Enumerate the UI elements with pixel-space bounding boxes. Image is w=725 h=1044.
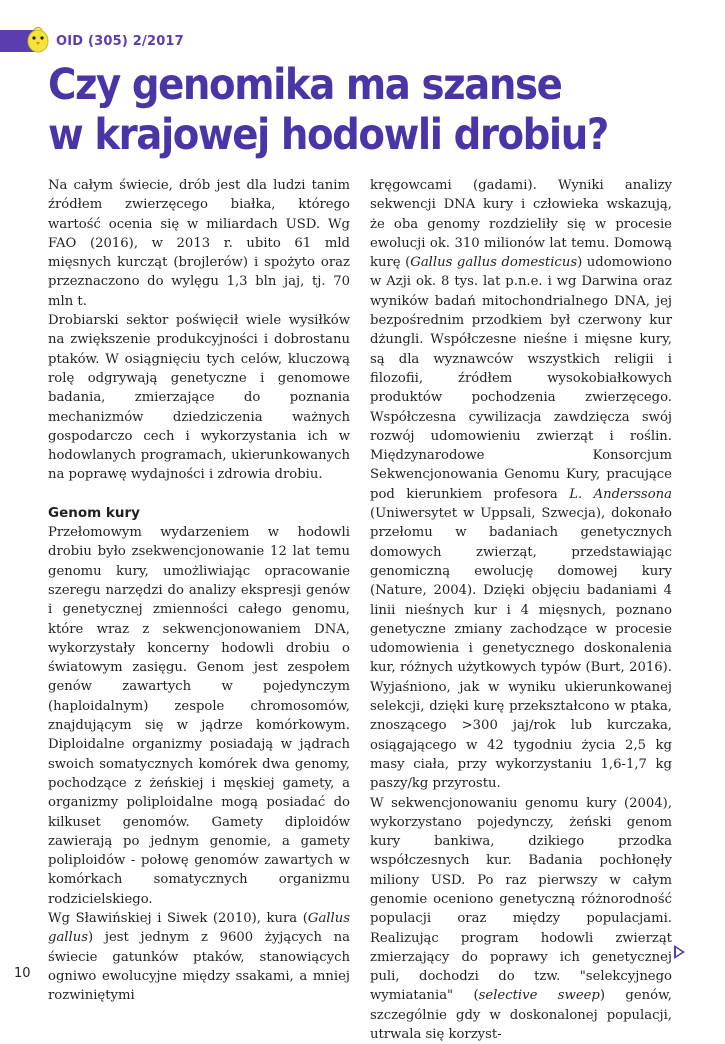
section-subheading: Genom kury xyxy=(48,504,350,523)
person-name: L. Anderssona xyxy=(569,487,672,502)
paragraph: W sekwencjonowaniu genomu kury (2004), wykorzystano pojedynczy, żeński genom kury bankiwa, dzikiego przodka współczesnych kur. Badania pochłonęły miliony USD. Po raz pierwszy w całym genomie oceniono genetyczną różnorodność populacji oraz między populacjami. Realizując program hodowli zwierząt zmierzający do poprawy ich genetycznej puli, dochodzi do tzw. "selekcyjnego wymiatania" (selective sweep) genów, szczególnie gdy w doskonalonej populacji, utrwala się korzyst- xyxy=(370,794,672,1044)
paragraph: Wg Sławińskiej i Siwek (2010), kura (Gallus gallus) jest jednym z 9600 żyjących na świecie gatunków ptaków, stanowiących ogniwo ewolucyjne między ssakami, a mniej rozwiniętymi xyxy=(48,909,350,1005)
right-column xyxy=(370,176,672,1044)
term: selective sweep xyxy=(479,988,600,1003)
paragraph: Na całym świecie, drób jest dla ludzi tanim źródłem zwierzęcego białka, którego wartość ocenia się w miliardach USD. Wg FAO (2016), w 2013 r. ubito 61 mld mięsnych kurcząt (brojlerów) i spożyto oraz przeznaczono do wylęgu 1,3 bln jaj, tj. 70 mln t. xyxy=(48,176,350,311)
paragraph: kręgowcami (gadami). Wyniki analizy sekwencji DNA kury i człowieka wskazują, że oba genomy rozdzieliły się w procesie ewolucji ok. 310 milionów lat temu. Domową kurę (Gallus gallus domesticus) udomowiono w Azji ok. 8 tys. lat p.n.e. i wg Darwina oraz wyników badań mitochondrialnego DNA, jej bezpośrednim przodkiem był czerwony kur dżungli. Współczesne nieśne i mięsne kury, są dla wyznawców wszystkich religii i filozofii, źródłem wysokobiałkowych produktów pochodzenia zwierzęcego. Współczesna cywilizacja zawdzięcza swój rozwój udomowieniu zwierząt i roślin. Międzynarodowe Konsorcjum Sekwencjonowania Genomu Kury, pracujące pod kierunkiem profesora L. Anderssona (Uniwersytet w Uppsali, Szwecja), dokonało przełomu w badaniach genetycznych domowych zwierząt, przedstawiając genomiczną ewolucję domowej kury (Nature, 2004). Dzięki objęciu badaniami 4 linii nieśnych kur i 4 mięsnych, poznano genetyczne zmiany zachodzące w procesie udomowienia i genetycznego doskonalenia kur, różnych użytkowych typów (Burt, 2016). Wyjaśniono, jak w wyniku ukierunkowanej selekcji, dzięki kurę przekształcono w ptaka, znoszącego >300 jaj/rok lub kurczaka, osiągającego w 42 tygodniu życia 2,5 kg masy ciała, przy wykorzystaniu 1,6-1,7 kg paszy/kg przyrostu. xyxy=(370,176,672,794)
left-column xyxy=(48,176,350,1005)
chick-icon xyxy=(24,24,52,54)
species-name: Gallus gallus domesticus xyxy=(410,255,577,270)
continue-arrow-icon xyxy=(674,945,685,959)
page-number: 10 xyxy=(14,966,31,981)
paragraph: Przełomowym wydarzeniem w hodowli drobiu było zsekwencjonowanie 12 lat temu genomu kury, umożliwiając opracowanie szeregu narzędzi do analizy ekspresji genów i genetycznej zmienności całego genomu, które wraz z sekwencjonowaniem DNA, wykorzystały koncerny hodowli drobiu o światowym zasięgu. Genom jest zespołem genów zawartych w pojedynczym (haploidalnym) zespole chromosomów, znajdującym się w jądrze komórkowym. Diploidalne organizmy posiadają w jądrach swoich somatycznych komórek dwa genomy, pochodzące z żeńskiej i męskiej gamety, a organizmy poliploidalne mogą posiadać do kilkuset genomów. Gamety diploidów zawierają po jednym genomie, a gamety poliploidów - połowę genomów zawartych w komórkach somatycznych organizmu rodzicielskiego. xyxy=(48,523,350,909)
paragraph: Drobiarski sektor poświęcił wiele wysiłków na zwiększenie produkcyjności i dobrostanu ptaków. W osiągnięciu tych celów, kluczową rolę odgrywają genetyczne i genomowe badania, zmierzające do poznania mechanizmów dziedziczenia ważnych gospodarczo cech i wykorzystania ich w hodowlanych programach, ukierunkowanych na poprawę wydajności i zdrowia drobiu. xyxy=(48,311,350,485)
title-line-2: w krajowej hodowli drobiu? xyxy=(48,110,642,160)
species-name: Gallus gallus xyxy=(48,911,350,945)
journal-issue: OID (305) 2/2017 xyxy=(56,34,184,49)
article-title xyxy=(48,60,642,160)
title-line-1: Czy genomika ma szanse xyxy=(48,60,642,110)
